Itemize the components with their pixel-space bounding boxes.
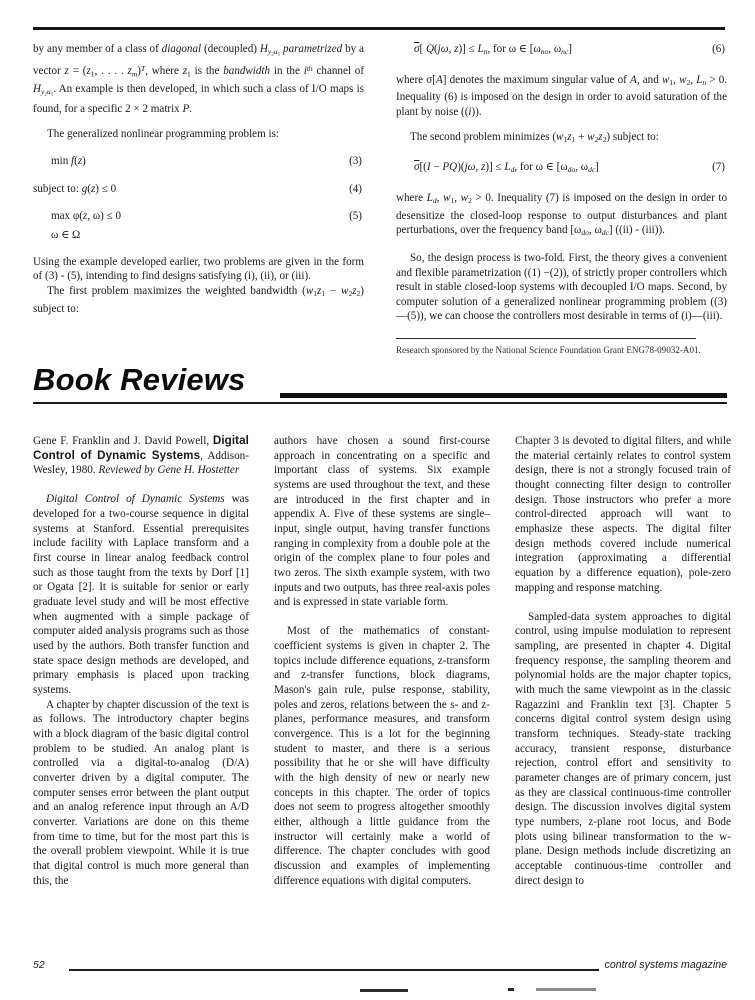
- review-column-1: [33, 434, 249, 888]
- article-paragraph: where $L_d$, $w_1$, $w_2 > 0$. Inequality (7) is imposed on the design in order to desensitize the closed-loop response to output disturbances and plant perturbations, over the frequency band [$\omega_{do}$, $\omega_{dc}$] ((ii) - (iii)).: [396, 192, 728, 238]
- article-paragraph: So, the design process is two-fold. First, the theory gives a convenient and flexible parametrization ((1) −(2)), of strictly proper controllers which result in stable closed-loop systems with decoupled I/O maps. Second, by computer solution of a generalized nonlinear programming problem ((3)—(5)), we can choose the controllers most desirable in terms of (i)—(iii).: [396, 252, 727, 323]
- review-column-2: [274, 434, 490, 888]
- review-paragraph: A chapter by chapter discussion of the text is as follows. The introductory chapter begins with a block diagram of the basic digital control problem to be studied. An analog plant is controlled via a digital-to-analog (D/A) converter driven by a digital computer. The computer senses error between the plant output and an analog reference input through an A/D converter. Variations are done on this theme from time to time, but for the most part this is the overall problem viewpoint. While it is true that digital control is much more general than this, the: [33, 698, 249, 887]
- footnote-rule: [396, 338, 696, 339]
- running-title: control systems magazine: [604, 959, 727, 971]
- equation-body: min f(z): [51, 155, 86, 168]
- article-continuation: [33, 42, 727, 356]
- article-paragraph: Using the example developed earlier, two problems are given in the form of (3) - (5), intending to find designs satisfying (i), (ii), or (iii).: [33, 255, 364, 283]
- page-number: 52: [33, 959, 45, 971]
- section-title: Book Reviews: [33, 362, 246, 397]
- equation-number: (5): [349, 210, 362, 223]
- equation-body: ω ∈ Ω: [51, 229, 81, 242]
- scan-artifact: [508, 988, 514, 991]
- article-right-column: [396, 42, 727, 356]
- review-paragraph: Sampled-data system approaches to digital control, using impulse modulation to represent sampling, are presented in chapter 4. Digital frequency response, the sampling theorem and polynomial holds are the major chapter topics, with much the same viewpoint as in the classic Ragazzini and Franklin text [3]. Chapter 5 concerns digital control system design using transform techniques. Steady-state tracking accuracy, transient response, disturbance rejection, control effort and sensitivity to parameter changes are of primary concern, just as they are classical continuous-time controller design. The discussion involves digital system type numbers, z-plane root locus, and Bode plots using bilinear transformation to the w-plane. Design methods include discretizing an acceptable continuous-time controller and direct design to: [515, 610, 731, 887]
- article-paragraph: The second problem minimizes $(w_1z_1 + w_2z_2)$ subject to:: [410, 130, 659, 144]
- page-footer: [33, 957, 727, 977]
- equation-5: [33, 209, 364, 224]
- equation-body: max φ(z, ω) ≤ 0: [51, 210, 122, 223]
- equation-number: (7): [712, 161, 725, 174]
- equation-number: (3): [349, 155, 362, 168]
- review-paragraph: Most of the mathematics of constant-coefficient systems is given in chapter 2. The topics include difference equations, z-transform and z-transfer functions, block diagrams, Mason's gain rule, pulse response, stability, poles and zeros, relations between the s- and z-planes, performance measures, and transform convergence. This is a lot for the beginning student to master, and there is a serious possibility that he or she will have difficulty with the high density of new or nearly new concepts in this chapter. The order of topics does not seem to progress altogether smoothly either, although a little guidance from the instructor will certainly make a world of difference. The chapter concludes with good discussion and examples of implementing difference equations with digital computers.: [274, 625, 490, 887]
- equation-3: [33, 154, 364, 169]
- article-paragraph: where σ[A] denotes the maximum singular value of A, and $w_1$, $w_2$, $L_n > 0$. Inequality (6) is imposed on the design in order to avoid saturation of the plant by noise ((i)).: [396, 73, 728, 118]
- book-citation-header: Gene F. Franklin and J. David Powell, Digital Control of Dynamic Systems, Addison-Wesley, 1980. Reviewed by Gene H. Hostetter: [33, 434, 249, 477]
- banner-thick-rule: [280, 393, 727, 398]
- equation-6: [396, 42, 727, 60]
- equation-7: [396, 160, 727, 178]
- article-paragraph: The first problem maximizes the weighted bandwidth $(w_1z_1 - w_2z_2)$ subject to:: [33, 284, 364, 315]
- scan-artifact: [360, 989, 408, 992]
- equation-body: $\overline{\sigma}$[ Q(jω, $z)] \le L_n$, for ω ∈ [$\omega_{no}$, $\omega_{nc}$]: [414, 43, 572, 57]
- footer-rule: [69, 969, 599, 971]
- scan-artifact: [536, 988, 596, 991]
- review-paragraph: authors have chosen a sound first-course approach in concentrating on a specific and important class of systems. Six example systems are used throughout the text, and these are introduced in the first chapter and in appendix A. Five of these systems are single–input, single output, having transfer functions ranging in complexity from a double pole at the origin of the complex plane to four poles and two zeros. The sixth example system, with two inputs and two outputs, has three real-axis poles and is expressed in state variable form.: [274, 435, 490, 609]
- article-paragraph: by any member of a class of diagonal (decoupled) $H_{y_2u_1}$ parametrized by a vector $z = (z_1$, . . . . $z_m)^T$, where $z_1$ is the bandwidth in the $i^{th}$ channel of $H_{y_2u_1}$. An example is then developed, in which such a class of I/O maps is found, for a specific 2 × 2 matrix P.: [33, 43, 365, 116]
- equation-5-constraint: [33, 228, 364, 243]
- funding-footnote: Research sponsored by the National Science Foundation Grant ENG78-09032-A01.: [396, 344, 701, 355]
- equation-body: subject to: g(z) ≤ 0: [33, 182, 117, 195]
- page-top-rule: [33, 27, 725, 30]
- equation-number: (4): [349, 182, 362, 195]
- review-column-3: [515, 434, 731, 888]
- banner-underline-rule: [33, 402, 727, 404]
- book-review-body: [33, 434, 733, 888]
- equation-number: (6): [712, 43, 725, 55]
- review-paragraph: Digital Control of Dynamic Systems was developed for a two-course sequence in digital systems at Stanford. Essential prerequisites include facility with Laplace transform and a first course in linear analog feedback control such as those taught from the texts by Dorf [1] or Ogata [2]. It is suitable for senior or early graduate level study and will be most effective when augmented with a simple package of computer aided analysis programs such as those used by the authors. Both transfer function and state space design methods are developed, and primary emphasis is placed upon tracking systems.: [33, 493, 249, 696]
- book-reviews-banner: [33, 362, 727, 414]
- article-left-column: [33, 42, 364, 356]
- equation-body: $\overline{\sigma}[(I - PQ)(j\omega$, $z)] \le L_d$, for ω ∈ [$\omega_{do}$, $\omega_{dc}$]: [414, 161, 599, 175]
- review-paragraph: Chapter 3 is devoted to digital filters, and while the material certainly relates to control system design, there is not a strongly focused train of thought connecting filter design to controller design. Those instructors who prefer a more control-directed approach will want to emphasize these aspects. The digital filter design methods covered include numerical integration (approximating a differential equation by a difference equation), pole-zero mapping and response matching.: [515, 435, 731, 594]
- article-paragraph: The generalized nonlinear programming problem is:: [47, 127, 279, 140]
- equation-4: [33, 182, 364, 197]
